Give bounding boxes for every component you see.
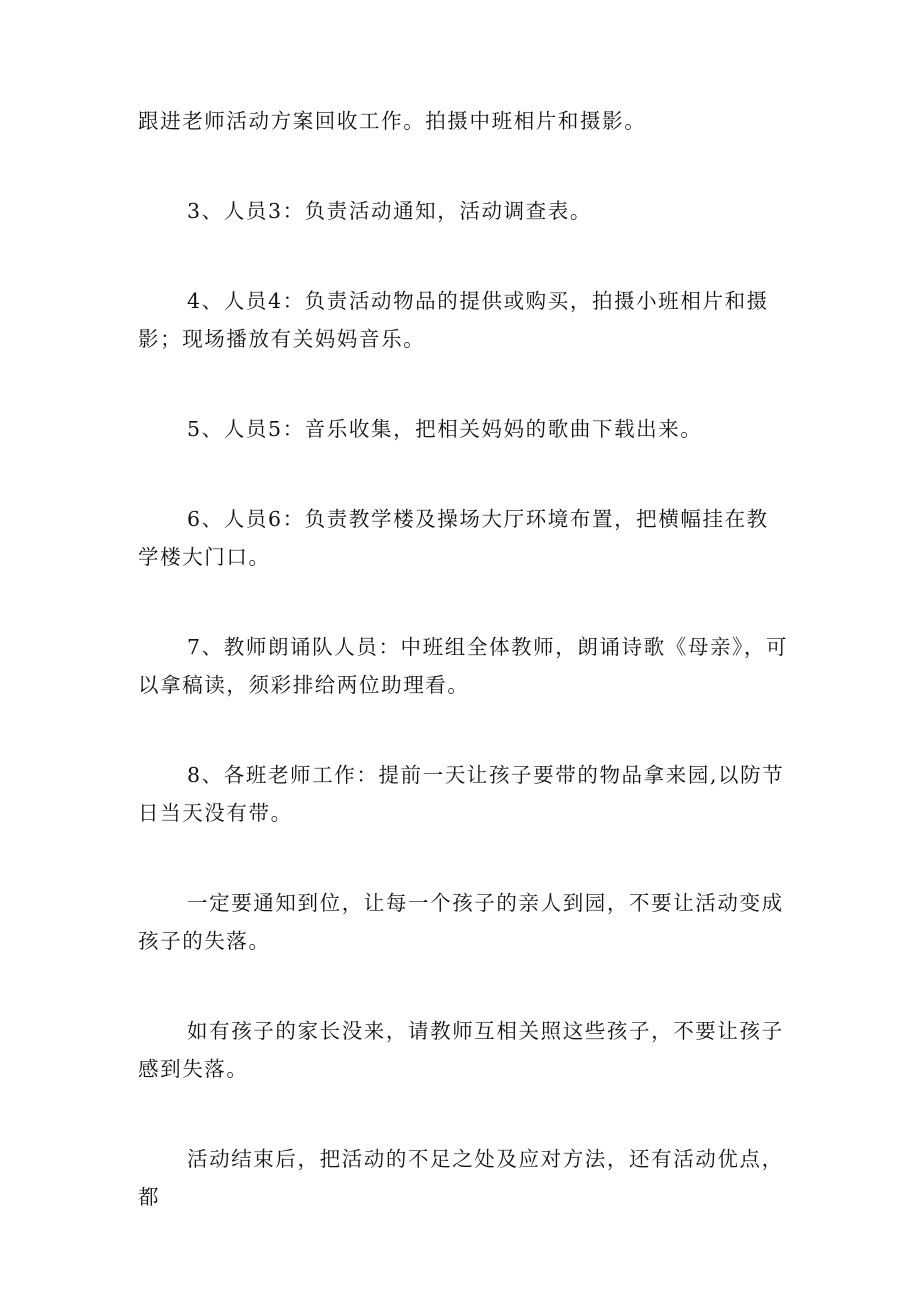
- paragraph-10: 活动结束后，把活动的不足之处及应对方法，还有活动优点，都: [138, 1147, 784, 1209]
- paragraph-9: 如有孩子的家长没来，请教师互相关照这些孩子，不要让孩子感到失落。: [138, 1019, 784, 1081]
- paragraph-1: 跟进老师活动方案回收工作。拍摄中班相片和摄影。: [138, 109, 647, 133]
- paragraph-5: 6、人员6：负责教学楼及操场大厅环境布置，把横幅挂在教学楼大门口。: [138, 507, 769, 569]
- paragraph-4: 5、人员5：音乐收集，把相关妈妈的歌曲下载出来。: [187, 417, 703, 441]
- paragraph-3: 4、人员4：负责活动物品的提供或购买，拍摄小班相片和摄影；现场播放有关妈妈音乐。: [138, 289, 769, 351]
- paragraph-8: 一定要通知到位，让每一个孩子的亲人到园，不要让活动变成孩子的失落。: [138, 891, 784, 953]
- paragraph-2: 3、人员3：负责活动通知，活动调查表。: [187, 199, 592, 223]
- paragraph-6: 7、教师朗诵队人员：中班组全体教师，朗诵诗歌《母亲》，可以拿稿读，须彩排给两位助理看。: [138, 635, 789, 697]
- paragraph-7: 8、各班老师工作：提前一天让孩子要带的物品拿来园,以防节日当天没有带。: [138, 763, 785, 825]
